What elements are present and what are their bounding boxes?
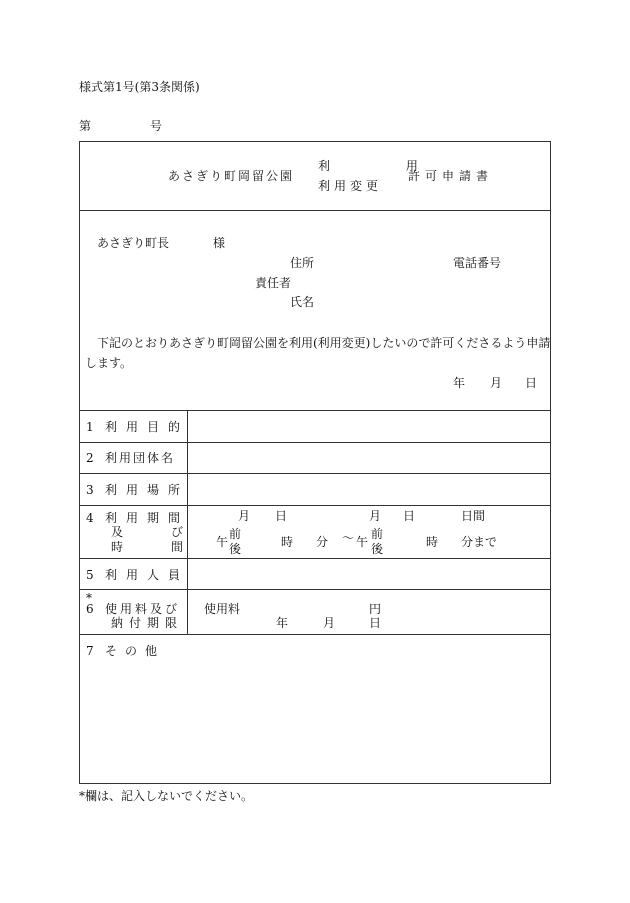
document-number-suffix: 号 (150, 119, 163, 133)
row-1-label: 利用目的 (105, 420, 190, 434)
addressee-honorific: 様 (213, 236, 226, 250)
form-number: 様式第1号(第3条関係) (79, 80, 200, 94)
range-tilde: 〜 (342, 531, 355, 545)
deadline-month: 月 (323, 616, 336, 630)
date-year: 年 (453, 376, 466, 390)
date-month: 月 (490, 376, 503, 390)
addressee: あさぎり町長 (97, 236, 170, 250)
document-number-prefix: 第 (79, 119, 92, 133)
address-label: 住所 (290, 256, 315, 270)
start-hour: 時 (281, 535, 294, 549)
days-label: 日間 (461, 509, 486, 523)
divider (80, 210, 550, 211)
date-day: 日 (525, 376, 538, 390)
start-ampm-prefix: 午 (216, 535, 229, 549)
fee-yen: 円 (369, 602, 382, 616)
row-4-number: 4 (86, 511, 94, 525)
start-month: 月 (238, 509, 251, 523)
deadline-year: 年 (276, 616, 289, 630)
row-2-label: 利用団体名 (105, 451, 176, 465)
end-am: 前 (371, 527, 384, 541)
row-7-number: 7 (86, 644, 94, 658)
name-label: 氏名 (290, 295, 315, 309)
start-day: 日 (275, 509, 288, 523)
divider (80, 442, 550, 443)
divider (80, 473, 550, 474)
application-form-frame (79, 141, 551, 784)
title-option-change: 利用変更 (318, 179, 383, 193)
title-park-name: あさぎり町岡留公園 (168, 169, 295, 183)
row-5-number: 5 (86, 568, 94, 582)
end-month: 月 (369, 509, 382, 523)
row-3-number: 3 (86, 483, 94, 497)
request-line-2: します。 (85, 356, 133, 370)
divider (80, 558, 550, 559)
row-6-number: 6 (86, 602, 94, 616)
end-ampm-prefix: 午 (356, 535, 369, 549)
request-line-1: 下記のとおりあさぎり町岡留公園を利用(利用変更)したいので許可くださるよう申請 (97, 336, 551, 350)
row-7-label: その他 (105, 644, 166, 658)
deadline-day: 日 (369, 616, 382, 630)
fee-label: 使用料 (204, 602, 241, 616)
divider (80, 410, 550, 411)
end-hour: 時 (426, 535, 439, 549)
divider (80, 589, 550, 590)
row-4-label-b: び (171, 525, 184, 539)
row-4-label-c: 時 (111, 540, 124, 554)
title-option-use: 利 用 (318, 159, 454, 173)
row-4-label: 利用期間 (105, 511, 190, 525)
row-3-label: 利用場所 (105, 483, 190, 497)
divider (80, 634, 550, 635)
phone-label: 電話番号 (453, 256, 502, 270)
start-minute: 分 (316, 535, 329, 549)
end-pm: 後 (371, 542, 384, 556)
title-suffix: 許可申請書 (408, 169, 494, 183)
start-am: 前 (229, 527, 242, 541)
row-6-asterisk: * (86, 591, 92, 605)
row-4-label-a: 及 (111, 525, 124, 539)
row-2-number: 2 (86, 451, 94, 465)
responsible-label: 責任者 (255, 276, 292, 290)
row-1-number: 1 (86, 420, 94, 434)
row-4-label-d: 間 (171, 540, 184, 554)
divider (80, 505, 550, 506)
row-6-label-2: 納付期限 (111, 616, 184, 630)
row-6-label: 使用料及び (105, 602, 181, 616)
start-pm: 後 (229, 542, 242, 556)
end-day: 日 (403, 509, 416, 523)
end-minute-until: 分まで (461, 535, 498, 549)
footnote: *欄は、記入しないでください。 (79, 789, 254, 803)
row-5-label: 利用人員 (105, 568, 190, 582)
